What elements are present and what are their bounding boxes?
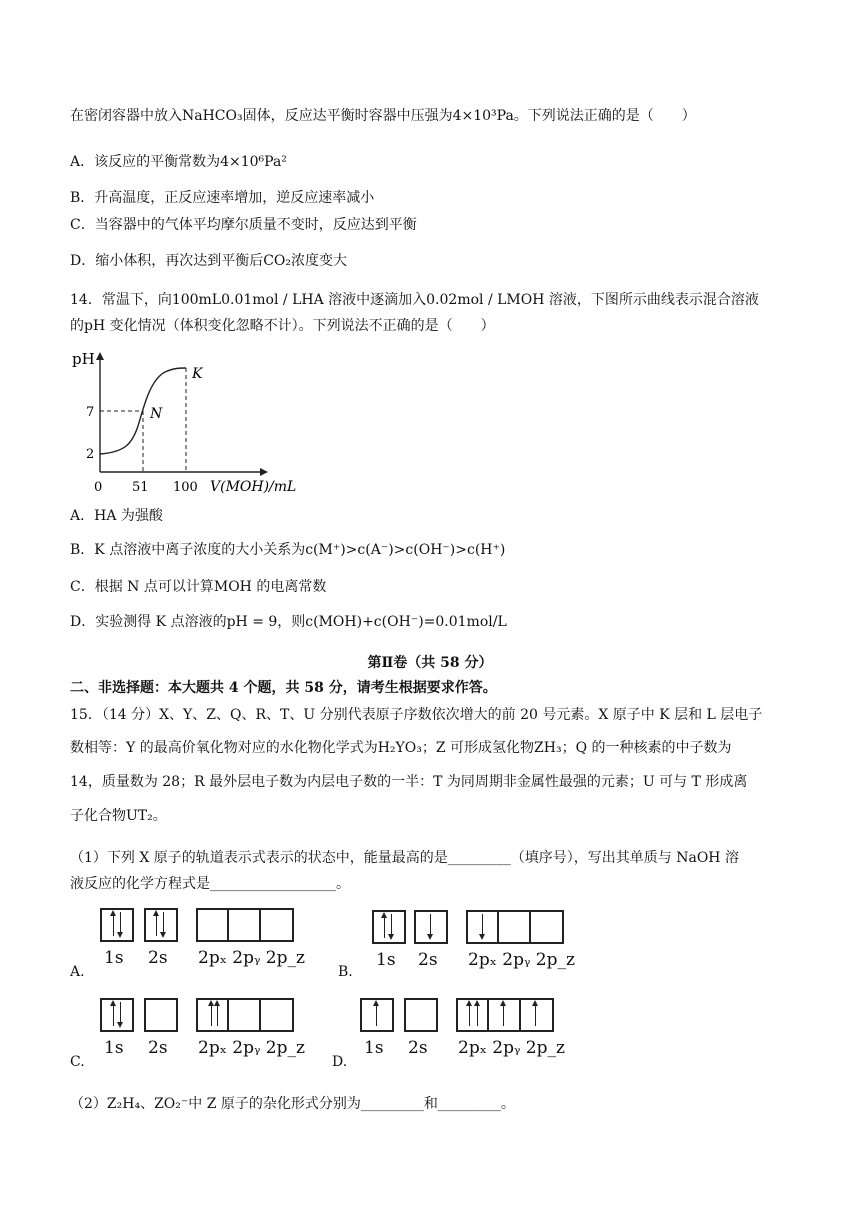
orbital-choice-d[interactable]: [332, 998, 592, 1070]
x-tick-51: 51: [132, 480, 149, 495]
label-1s: 1s: [104, 948, 124, 968]
electron-down-arrow: [391, 914, 392, 936]
choice-letter-d: D.: [332, 1054, 348, 1070]
q15-sub2: （2）Z₂H₄、ZO₂⁻中 Z 原子的杂化形式分别为_________和_________。: [70, 1096, 515, 1112]
orbital-2p-box: [196, 908, 294, 942]
label-2p: 2pₓ 2pᵧ 2p_z: [198, 948, 305, 968]
electron-down-arrow: [120, 1002, 121, 1024]
label-2s: 2s: [418, 950, 438, 970]
label-2p: 2pₓ 2pᵧ 2p_z: [468, 950, 575, 970]
electron-up-arrow: [469, 1004, 470, 1026]
orbital-choice-a[interactable]: [70, 908, 330, 980]
q13-option-a: A．该反应的平衡常数为4×10⁶Pa²: [70, 154, 287, 170]
orbital-divider: [259, 1000, 261, 1030]
q14-stem-line2: 的pH 变化情况（体积变化忽略不计）。下列说法不正确的是（ ）: [70, 318, 495, 334]
point-k-label: K: [192, 366, 203, 382]
orbital-choice-c[interactable]: [70, 998, 330, 1070]
y-axis-label: pH: [72, 350, 95, 368]
q13-option-d: D．缩小体积，再次达到平衡后CO₂浓度变大: [70, 253, 348, 269]
q14-option-a: A．HA 为强酸: [70, 508, 163, 524]
electron-up-arrow: [384, 916, 385, 938]
label-2s: 2s: [148, 1038, 168, 1058]
q14-option-c: C．根据 N 点可以计算MOH 的电离常数: [70, 579, 327, 595]
label-1s: 1s: [104, 1038, 124, 1058]
orbital-choice-b[interactable]: [338, 910, 598, 982]
part2-section-heading: 二、非选择题：本大题共 4 个题，共 58 分，请考生根据要求作答。: [70, 680, 497, 696]
q15-line3: 14，质量数为 28；R 最外层电子数为内层电子数的一半：T 为同周期非金属性最强的元素；U 可与 T 形成离: [70, 774, 748, 790]
orbital-divider: [529, 912, 531, 942]
electron-up-arrow: [477, 1004, 478, 1026]
label-2s: 2s: [408, 1038, 428, 1058]
electron-up-arrow: [211, 1004, 212, 1026]
label-2p: 2pₓ 2pᵧ 2p_z: [458, 1038, 565, 1058]
electron-down-arrow: [120, 912, 121, 934]
x-tick-0: 0: [94, 480, 103, 495]
q15-sub1-line1: （1）下列 X 原子的轨道表示式表示的状态中，能量最高的是_________（填序号），写出其单质与 NaOH 溶: [70, 850, 739, 866]
y-tick-2: 2: [86, 447, 95, 462]
q15-sub1-line2: 液反应的化学方程式是__________________。: [70, 876, 350, 892]
q13-option-c: C．当容器中的气体平均摩尔质量不变时，反应达到平衡: [70, 217, 417, 233]
label-2s: 2s: [148, 948, 168, 968]
ph-titration-chart: [70, 348, 320, 498]
q15-line4: 子化合物UT₂。: [70, 808, 167, 824]
q13-option-b: B．升高温度，正反应速率增加，逆反应速率减小: [70, 190, 375, 206]
orbital-divider: [227, 1000, 229, 1030]
choice-letter-b: B.: [338, 964, 353, 980]
electron-down-arrow: [482, 914, 483, 936]
x-tick-100: 100: [173, 480, 198, 495]
orbital-divider: [497, 912, 499, 942]
y-tick-7: 7: [86, 405, 95, 420]
orbital-divider: [227, 910, 229, 940]
q14-option-b: B．K 点溶液中离子浓度的大小关系为c(M⁺)>c(A⁻)>c(OH⁻)>c(H⁺): [70, 542, 506, 558]
orbital-divider: [259, 910, 261, 940]
orbital-2s-box: [144, 998, 178, 1032]
electron-down-arrow: [430, 914, 431, 936]
q14-stem-line1: 14．常温下，向100mL0.01mol / LHA 溶液中逐滴加入0.02mol / LMOH 溶液，下图所示曲线表示混合溶液: [70, 292, 759, 308]
electron-up-arrow: [217, 1004, 218, 1026]
orbital-divider: [487, 1000, 489, 1030]
choice-letter-c: C.: [70, 1054, 85, 1070]
electron-up-arrow: [503, 1004, 504, 1026]
choice-letter-a: A.: [70, 964, 85, 980]
label-1s: 1s: [376, 950, 396, 970]
orbital-2s-box: [404, 998, 438, 1032]
x-axis-label: V(MOH)/mL: [210, 479, 297, 495]
q13-stem: 在密闭容器中放入NaHCO₃固体，反应达平衡时容器中压强为4×10³Pa。下列说法正确的是（ ）: [70, 108, 696, 124]
part2-title: 第Ⅱ卷（共 58 分）: [367, 655, 493, 671]
electron-up-arrow: [535, 1004, 536, 1026]
electron-up-arrow: [156, 914, 157, 936]
q15-line1: 15．（14 分）X、Y、Z、Q、R、T、U 分别代表原子序数依次增大的前 20 号元素。X 原子中 K 层和 L 层电子: [70, 707, 763, 723]
orbital-divider: [519, 1000, 521, 1030]
x-axis-arrow: [260, 468, 268, 476]
electron-down-arrow: [163, 912, 164, 934]
electron-up-arrow: [113, 914, 114, 936]
point-n-label: N: [150, 406, 163, 422]
q15-line2: 数相等：Y 的最高价氧化物对应的水化物化学式为H₂YO₃；Z 可形成氢化物ZH₃；Q 的一种核素的中子数为: [70, 740, 732, 756]
electron-up-arrow: [113, 1004, 114, 1026]
y-axis-arrow: [96, 352, 104, 360]
label-1s: 1s: [364, 1038, 384, 1058]
electron-up-arrow: [376, 1004, 377, 1026]
label-2p: 2pₓ 2pᵧ 2p_z: [198, 1038, 305, 1058]
q14-option-d: D．实验测得 K 点溶液的pH = 9，则c(MOH)+c(OH⁻)=0.01mol/L: [70, 614, 507, 630]
